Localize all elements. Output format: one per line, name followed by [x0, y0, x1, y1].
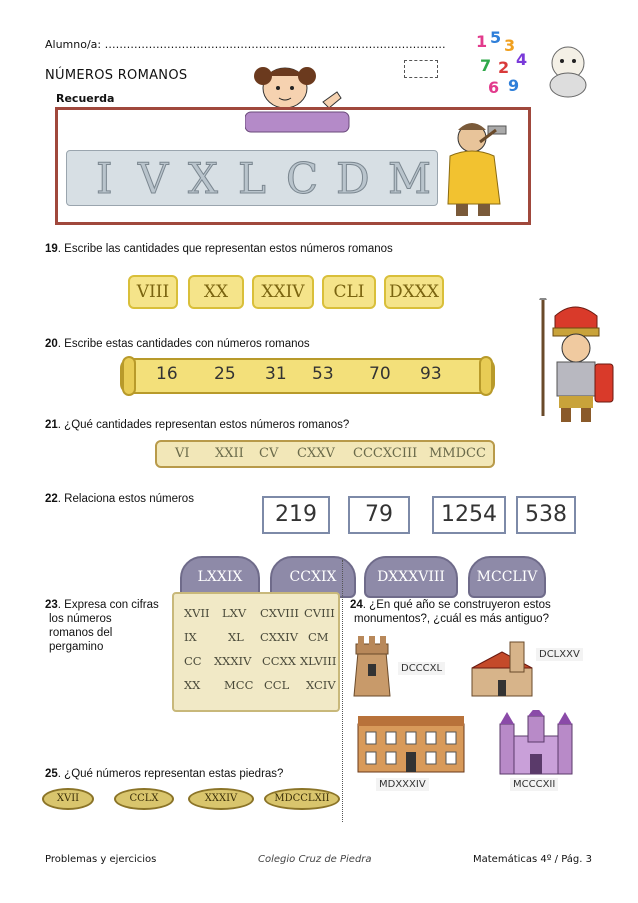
parchment-numeral: XL [228, 630, 244, 644]
question-number: 20 [45, 338, 58, 350]
roman-numeral: VI [175, 446, 190, 461]
question-text: . Escribe las cantidades que representan estos números romanos [57, 243, 393, 255]
question-number: 21 [45, 419, 58, 431]
palace-icon [356, 712, 466, 774]
church-icon [470, 638, 534, 698]
roman-numeral: CV [259, 446, 279, 461]
question-text: . Expresa con cifras [57, 599, 159, 611]
q19-tablets [128, 275, 448, 315]
roman-letter: I [96, 154, 113, 203]
stonemason-icon [420, 112, 530, 222]
svg-text:5: 5 [490, 28, 502, 47]
roman-pebble: CCLX [114, 788, 174, 810]
roman-letter: D [336, 154, 370, 203]
question-text: . Relaciona estos números [57, 493, 194, 505]
footer-center: Colegio Cruz de Piedra [258, 854, 372, 865]
tower-icon [350, 632, 394, 698]
roman-tablet: DXXX [384, 275, 444, 309]
roman-stone: CCXIX [270, 556, 356, 598]
svg-text:7: 7 [480, 56, 492, 75]
question-text: . Escribe estas cantidades con números romanos [57, 338, 310, 350]
page-title: NÚMEROS ROMANOS [45, 68, 188, 83]
parchment-numeral: IX [184, 630, 197, 644]
q21-scroll [155, 440, 495, 468]
q22-boxes [262, 496, 577, 536]
student-name-line[interactable]: Alumno/a: ………………………………………………………………………………… [45, 38, 446, 51]
roman-numeral: CXXV [297, 446, 335, 461]
q25-pebbles [42, 788, 342, 814]
question-number: 24 [350, 599, 363, 611]
roman-tablet: CLI [322, 275, 376, 309]
footer-right: Matemáticas 4º / Pág. 3 [473, 854, 592, 865]
roman-letter: V [138, 154, 169, 203]
arabic-box: 79 [348, 496, 410, 534]
question-23 [45, 598, 159, 654]
roman-numeral: XXII [215, 446, 244, 461]
column-divider [342, 560, 343, 822]
question-number: 23 [45, 599, 58, 611]
arabic-number: 31 [265, 364, 287, 384]
question-24 [350, 598, 551, 626]
question-text: romanos del [49, 627, 113, 639]
parchment-numeral: LXV [222, 606, 247, 620]
monument-label: MDXXXIV [376, 778, 429, 791]
roman-tablet: XXIV [252, 275, 314, 309]
question-number: 25 [45, 768, 58, 780]
score-box[interactable] [404, 60, 438, 78]
svg-text:3: 3 [504, 36, 516, 55]
roman-letter: X [188, 154, 218, 203]
roman-pebble: MDCCLXII [264, 788, 340, 810]
numbers-mascot-icon [468, 25, 603, 100]
roman-pebble: XVII [42, 788, 94, 810]
question-21 [45, 419, 349, 431]
arabic-box: 219 [262, 496, 330, 534]
svg-text:1: 1 [476, 32, 488, 51]
parchment-numeral: CC [184, 654, 202, 668]
question-text: monumentos?, ¿cuál es más antiguo? [354, 613, 549, 625]
question-20 [45, 338, 310, 350]
monument-label: DCCCXL [398, 662, 445, 675]
footer-left: Problemas y ejercicios [45, 854, 157, 865]
monument-label: MCCCXII [510, 778, 558, 791]
q20-scroll [120, 358, 495, 394]
parchment-numeral: MCC [224, 678, 254, 692]
roman-numeral: MMDCC [429, 446, 486, 461]
parchment [172, 592, 340, 712]
arabic-number: 93 [420, 364, 442, 384]
roman-pebble: XXXIV [188, 788, 254, 810]
parchment-numeral: XVII [184, 606, 210, 620]
question-number: 22 [45, 493, 58, 505]
question-25 [45, 768, 283, 780]
question-text: los números [49, 613, 112, 625]
parchment-numeral: CXVIII [260, 606, 299, 620]
question-22 [45, 493, 194, 505]
roman-soldier-icon [535, 298, 620, 428]
svg-text:9: 9 [508, 76, 520, 95]
parchment-numeral: XXXIV [214, 654, 252, 668]
roman-tablet: XX [188, 275, 244, 309]
roman-numeral: CCCXCIII [353, 446, 418, 461]
roman-stone: LXXIX [180, 556, 260, 598]
roman-letter: L [238, 154, 266, 203]
parchment-numeral: XX [184, 678, 201, 692]
arabic-box: 1254 [432, 496, 506, 534]
question-text: pergamino [49, 641, 104, 653]
parchment-numeral: CXXIV [260, 630, 299, 644]
roman-stone: MCCLIV [468, 556, 546, 598]
arabic-number: 70 [369, 364, 391, 384]
parchment-numeral: CM [308, 630, 329, 644]
parchment-numeral: CCL [264, 678, 290, 692]
roman-tablet: VIII [128, 275, 178, 309]
recuerda-label: Recuerda [56, 92, 115, 105]
svg-text:2: 2 [498, 58, 510, 77]
question-text: . ¿Qué números representan estas piedras? [57, 768, 284, 780]
parchment-numeral: CCXX [262, 654, 296, 668]
question-text: . ¿Qué cantidades representan estos números romanos? [57, 419, 350, 431]
monument-label: DCLXXV [536, 648, 583, 661]
arabic-number: 25 [214, 364, 236, 384]
roman-letter: C [286, 154, 319, 203]
castle-icon [496, 710, 576, 776]
question-number: 19 [45, 243, 58, 255]
parchment-numeral: XCIV [306, 678, 336, 692]
parchment-numeral: XLVIII [300, 654, 337, 668]
arabic-number: 53 [312, 364, 334, 384]
svg-text:4: 4 [516, 50, 528, 69]
svg-text:6: 6 [488, 78, 500, 97]
roman-letter: M [388, 154, 432, 203]
arabic-box: 538 [516, 496, 576, 534]
parchment-numeral: CVIII [304, 606, 335, 620]
roman-stone: DXXXVIII [364, 556, 458, 598]
question-text: . ¿En qué año se construyeron estos [362, 599, 551, 611]
question-19 [45, 243, 393, 255]
arabic-number: 16 [156, 364, 178, 384]
